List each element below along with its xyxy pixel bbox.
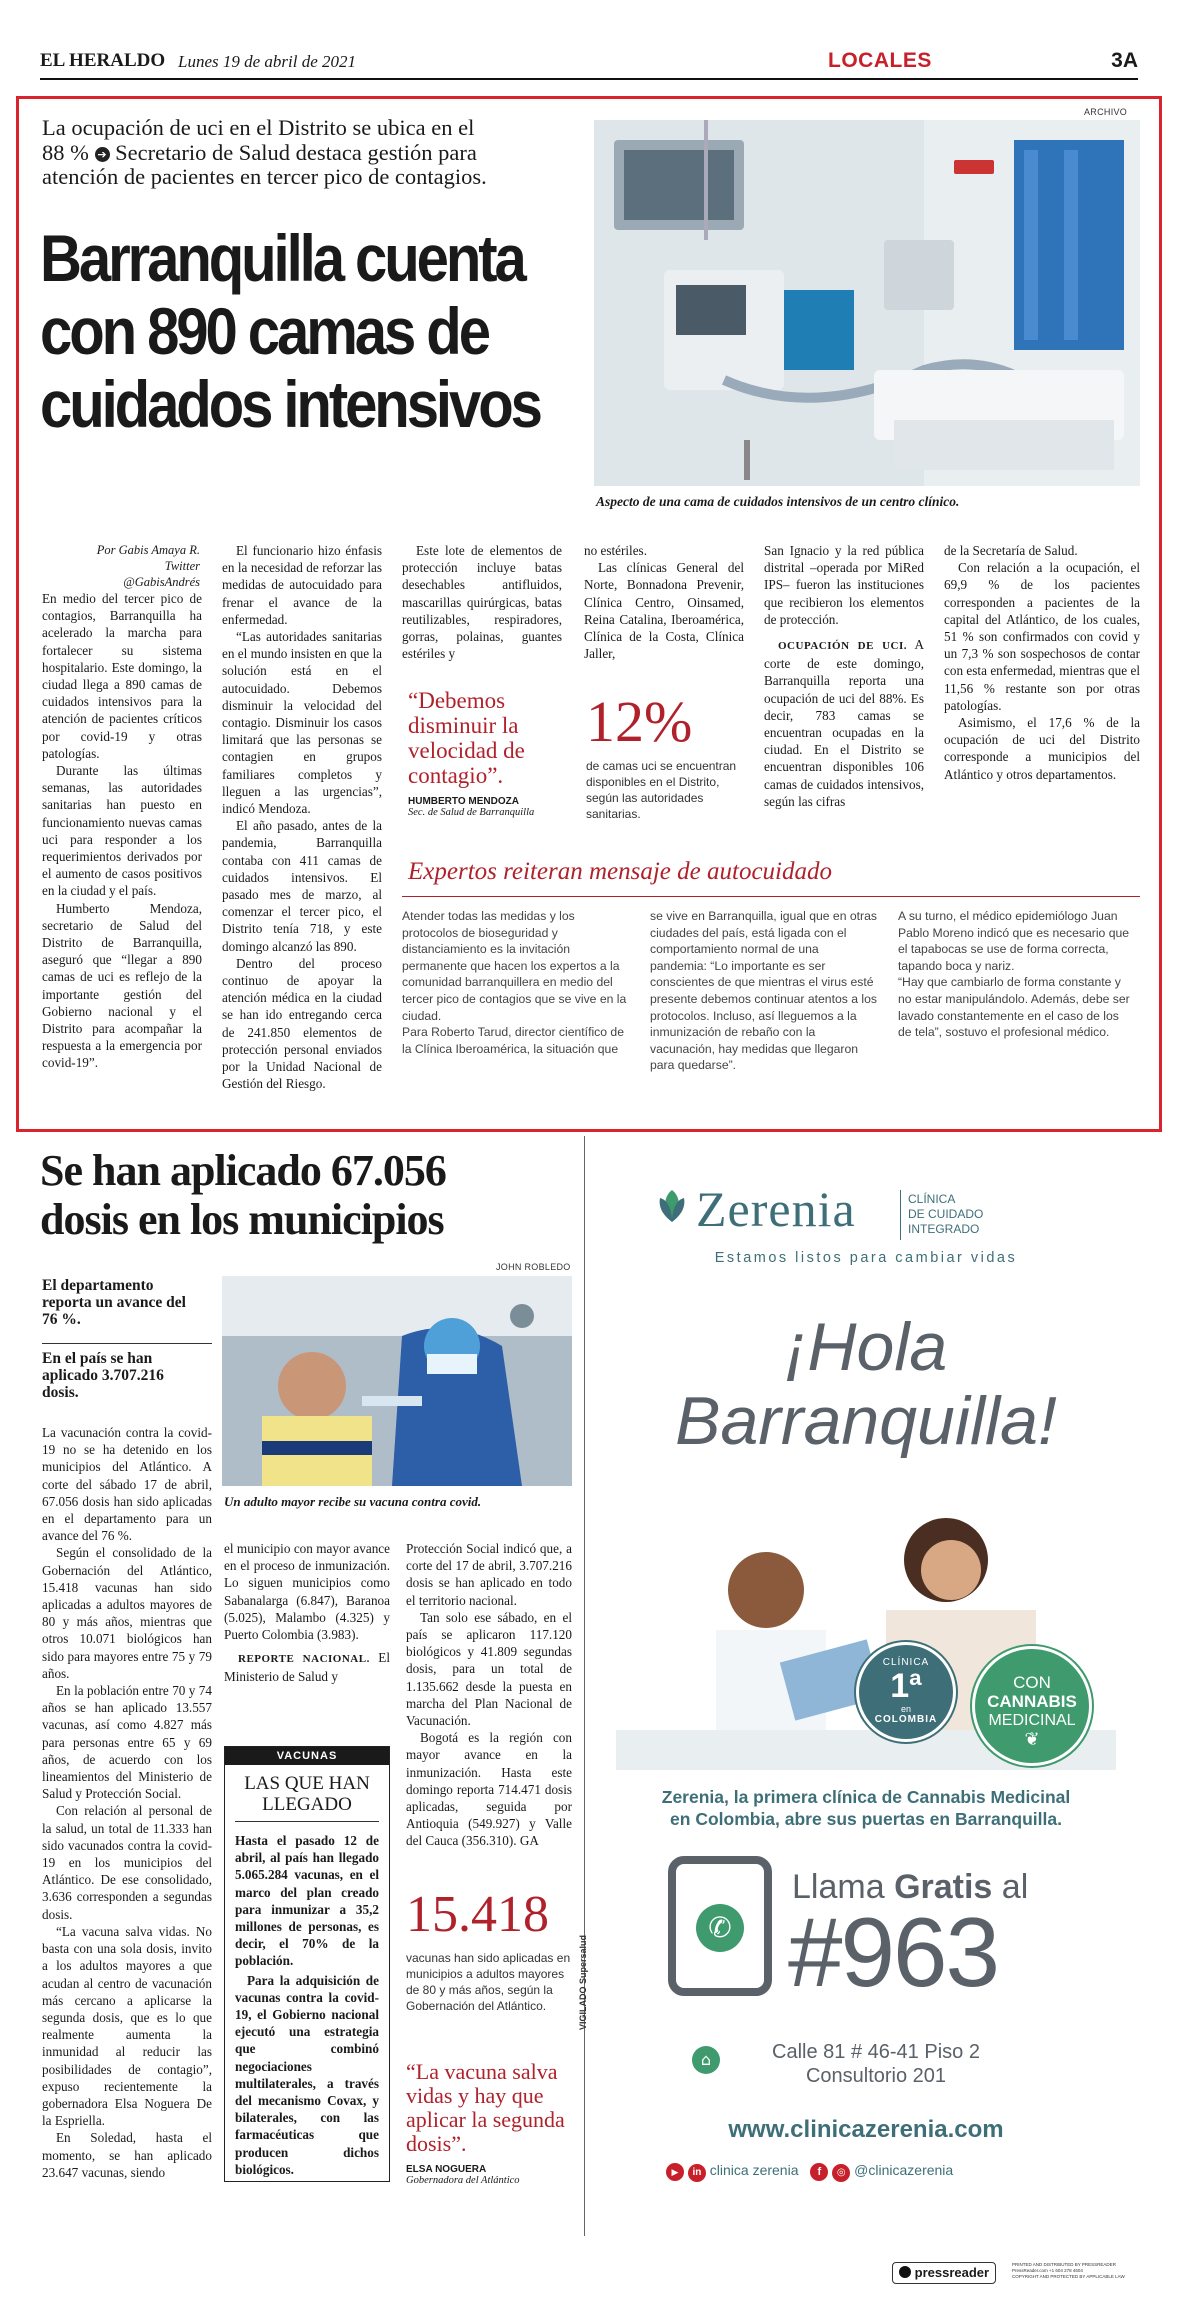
kicker-line-b: 88 % bbox=[42, 139, 89, 165]
paragraph: Tan solo ese sábado, en el país se aplicaron 117.120 biológicos y 41.809 segundas dosis, para un total de 1.135.662 desde la puesta en marcha del Plan Nacional de Vacunación. bbox=[406, 1609, 572, 1729]
deck-2: En el país se han aplicado 3.707.216 dosis. bbox=[42, 1350, 164, 1401]
paragraph: El año pasado, antes de la pandemia, Barranquilla contaba con 411 camas de cuidados intensivos. El pasado mes de marzo, al comenzar el tercer pico, el Distrito tenía 718, y este domingo alcanzó las 890. bbox=[222, 818, 382, 954]
brand-sub-3: INTEGRADO bbox=[908, 1222, 980, 1236]
photo-caption: Un adulto mayor recibe su vacuna contra covid. bbox=[224, 1494, 482, 1509]
paragraph: Humberto Mendoza, secretario de Salud del Distrito de Barranquilla, aseguró que “llegar a 890 camas de uci es reflejo de la importante gestión del Gobierno nacional y el Distrito para acompañar la respuesta a la emergencia por covid-19”. bbox=[42, 900, 202, 1071]
stat-description: de camas uci se encuentran disponibles en el Distrito, según las autoridades sanitarias. bbox=[586, 759, 737, 821]
pressreader-notes bbox=[1012, 2262, 1125, 2280]
header-rule bbox=[40, 78, 1138, 80]
paragraph: En Soledad, hasta el momento, se han aplicado 23.647 vacunas, siendo bbox=[42, 2130, 212, 2180]
phone-icon bbox=[668, 1856, 772, 1996]
facebook-icon: f bbox=[810, 2163, 828, 2181]
paragraph: Este lote de elementos de protección incluye batas desechables antifluidos, mascarillas quirúrgicas, batas reutilizables, respiradores, gorras, polainas, guantes estériles y bbox=[402, 543, 562, 662]
phone-number: #963 bbox=[788, 1897, 999, 2007]
photo-credit: ARCHIVO bbox=[1084, 107, 1128, 117]
brand-sub bbox=[908, 1192, 983, 1237]
byline-twitter: Twitter @GabisAndrés bbox=[123, 559, 200, 589]
photo-credit: JOHN ROBLEDO bbox=[496, 1262, 571, 1272]
pressreader-brand: pressreader bbox=[914, 2265, 990, 2280]
headline-line-1: Se han aplicado 67.056 bbox=[40, 1146, 446, 1195]
story1-column-2 bbox=[222, 542, 382, 1093]
paragraph: El funcionario hizo énfasis en la necesidad de reforzar las medidas de autocuidado para frenar el avance de la enfermedad. bbox=[222, 543, 382, 627]
paragraph: el municipio con mayor avance en el proceso de inmunización. Lo siguen municipios como Sabanalarga (6.847), Baranoa (5.025), Malambo (4.325) y Puerto Colombia (3.983). bbox=[224, 1541, 390, 1643]
ad-address bbox=[726, 2040, 1026, 2088]
section-label: OCUPACIÓN DE UCI. bbox=[778, 640, 907, 653]
story2-column-1 bbox=[42, 1424, 212, 2181]
deck-rule bbox=[42, 1343, 212, 1344]
pull-quote bbox=[408, 688, 576, 819]
paragraph: “Las autoridades sanitarias en el mundo insisten en que la solución está en el autocuidado. Debemos disminuir la velocidad del contagio. Disminuir los casos limitará que las personas se contagien en grupos familiares completos y lleguen a las urgencias”, indicó Mendoza. bbox=[222, 629, 382, 817]
issue-date: Lunes 19 de abril de 2021 bbox=[178, 52, 357, 71]
brand-sub-2: DE CUIDADO bbox=[908, 1207, 984, 1221]
quote-text: “La vacuna salva vidas y hay que aplicar la segunda dosis”. bbox=[406, 2059, 565, 2156]
paragraph bbox=[224, 1649, 390, 1685]
paragraph: Con relación al personal de la salud, un total de 11.333 han sido vacunados contra la covid-19 en los municipios del Atlántico. De ese consolidado, 3.636 corresponden a segundas dosis. bbox=[42, 1803, 212, 1922]
brand-sub-1: CLÍNICA bbox=[908, 1192, 956, 1206]
story2-column-3 bbox=[406, 1540, 572, 1850]
badge-top: CLÍNICA bbox=[882, 1657, 930, 1668]
badge-mid: 1ª bbox=[890, 1667, 922, 1705]
paragraph: San Ignacio y la red pública distrital –operada por MiRed IPS– fueron las instituciones que recibieron los elementos de protección. bbox=[764, 543, 924, 627]
badge-en: en bbox=[900, 1704, 911, 1714]
story1-column-3 bbox=[402, 542, 562, 662]
page-header bbox=[40, 48, 1138, 74]
greeting-line-2: Barranquilla! bbox=[675, 1383, 1057, 1459]
kicker-line-c: Secretario de Salud destaca gestión para bbox=[115, 139, 477, 165]
paragraph bbox=[764, 636, 924, 810]
pressreader-logo bbox=[892, 2262, 996, 2284]
ad-url: www.clinicazerenia.com bbox=[728, 2116, 1004, 2143]
quote-name: HUMBERTO MENDOZA bbox=[408, 796, 519, 807]
kicker-line-d: atención de pacientes en tercer pico de contagios. bbox=[42, 164, 487, 189]
paragraph: Según el consolidado de la Gobernación del Atlántico, 15.418 vacunas han sido aplicadas a adultos mayores de 80 y más años, mientras que otros 10.071 biológicos han sido para mayores entre 75 y 79 años. bbox=[42, 1545, 212, 1681]
address-line-1: Calle 81 # 46-41 Piso 2 bbox=[772, 2041, 980, 2063]
section-name: LOCALES bbox=[828, 49, 932, 72]
social-handle-1: clinica zerenia bbox=[709, 2162, 799, 2178]
paragraph: “La vacuna salva vidas. No basta con una sola dosis, invito a los adultos mayores a que acudan al centro de vacunación más cercano a aplicarse la segunda dosis, que es lo que realmente aumenta la inmunidad al reducir las posibilidades de contagio”, expuso recientemente la gobernadora Elsa Noguera De la Espriella. bbox=[42, 1923, 212, 2129]
note-line-1: PRINTED AND DISTRIBUTED BY PRESSREADER bbox=[1012, 2262, 1116, 2267]
cannabis-badge bbox=[972, 1646, 1092, 1766]
paragraph: Asimismo, el 17,6 % de la ocupación de uci del Distrito corresponde a municipios del Atlántico y otros departamentos. bbox=[944, 715, 1140, 782]
stat-description: vacunas han sido aplicadas en municipios a adultos mayores de 80 y más años, según la Gobernación del Atlántico. bbox=[406, 1951, 571, 2013]
paragraph: La vacunación contra la covid-19 no se ha detenido en los municipios del Atlántico. A corte del sábado 17 de abril, 67.056 dosis han sido aplicadas en el departamento para un avance del 76 %. bbox=[42, 1425, 212, 1544]
vaccines-box bbox=[224, 1746, 390, 2182]
newspaper-name: EL HERALDO bbox=[40, 50, 166, 71]
box-title: LAS QUE HAN LLEGADO bbox=[244, 1773, 370, 1815]
paragraph: Con relación a la ocupación, el 69,9 % de los pacientes corresponden a pacientes de la capital del Atlántico, de los cuales, 51 % son confirmados con covid y un 7,3 % son sospechosos de contar con esta enfermedad, mientras que el 11,56 % restante son por otras patologías. bbox=[944, 560, 1140, 713]
ad-description bbox=[596, 1786, 1136, 1830]
pressreader-icon bbox=[899, 2266, 911, 2278]
zerenia-ad bbox=[578, 1150, 1136, 2240]
note-line-2: PressReader.com +1 604 278 4604 bbox=[1012, 2268, 1083, 2273]
pressreader-footer bbox=[892, 2262, 1132, 2284]
badge-line-3: MEDICINAL bbox=[988, 1712, 1076, 1729]
desc-line-1: Zerenia, la primera clínica de Cannabis Medicinal bbox=[661, 1787, 1071, 1807]
call-word-2: Gratis bbox=[894, 1868, 993, 1906]
deck-1: El departamento reporta un avance del 76 %. bbox=[42, 1277, 186, 1328]
quote-text: “Debemos disminuir la velocidad de contagio”. bbox=[408, 688, 525, 788]
sub-column-2: se vive en Barranquilla, igual que en otras ciudades del país, está ligada con el comportamiento normal de una pandemia: “Lo importante es ser conscientes de que mientras el virus esté presente debemos continuar atentos a los protocolos. Incluso, así lleguemos a la inmunización de rebaño con la vacunación, hay medidas que llegaron para quedarse”. bbox=[650, 909, 877, 1073]
page-number: 3A bbox=[1111, 49, 1138, 72]
icu-illustration bbox=[594, 120, 1140, 486]
pull-quote bbox=[406, 2060, 576, 2187]
stat-value: 15.418 bbox=[406, 1886, 549, 1943]
headline-line-2: con 890 camas de bbox=[40, 294, 488, 368]
social-handle-2: @clinicazerenia bbox=[854, 2162, 954, 2178]
paragraph: En medio del tercer pico de contagios, Barranquilla ha acelerado la marcha para fortalecer su sistema hospitalario. Este domingo, la ciudad llega a 890 camas de cuidados intensivos para la atención de pacientes críticos por covid-19 y otras patologías. bbox=[42, 591, 202, 761]
story2-headline bbox=[40, 1146, 580, 1244]
paragraph-text: A corte de este domingo, Barranquilla reporta una ocupación de uci del 88%. Es decir, 783 camas se encuentran ocupadas en la ciudad. En el Distrito se encuentran disponibles 106 camas de cuidados intensivos, según las cifras bbox=[764, 637, 924, 809]
youtube-icon: ▶ bbox=[666, 2163, 684, 2181]
badge-line-1: CON bbox=[1013, 1673, 1051, 1692]
headline-line-2: dosis en los municipios bbox=[40, 1195, 444, 1244]
ad-brand: Zerenia bbox=[696, 1181, 856, 1237]
paragraph-text: El Ministerio de Salud y bbox=[224, 1650, 390, 1685]
story1-column-6 bbox=[944, 542, 1140, 783]
byline-author: Por Gabis Amaya R. bbox=[96, 543, 200, 557]
story2-column-2 bbox=[224, 1540, 390, 1686]
subsection-rule bbox=[402, 896, 1140, 897]
call-word-3: al bbox=[1001, 1868, 1029, 1906]
box-text-1: Hasta el pasado 12 de abril, al país han llegado 5.065.284 vacunas, en el marco del plan creado para inmunizar a 35,2 millones de personas, es decir, el 70% de la población. bbox=[235, 1833, 379, 1969]
kicker-line-a: La ocupación de uci en el Distrito se ubica en el bbox=[42, 115, 475, 140]
address-line-2: Consultorio 201 bbox=[805, 2065, 947, 2087]
story1-column-5 bbox=[764, 542, 924, 810]
stat-block bbox=[406, 1888, 572, 2014]
box-label: VACUNAS bbox=[225, 1747, 389, 1765]
arrow-icon: ➔ bbox=[95, 147, 110, 162]
paragraph: Dentro del proceso continuo de apoyar la atención médica en la ciudad se han ido entregando cerca de 241.850 elementos de protección personal enviados por la Unidad Nacional de Gestión del Riesgo. bbox=[222, 955, 382, 1092]
badge-line-2: CANNABIS bbox=[987, 1692, 1077, 1711]
greeting-line-1: ¡Hola bbox=[784, 1309, 948, 1385]
vaccination-illustration bbox=[222, 1276, 572, 1486]
ad-greeting bbox=[596, 1310, 1136, 1458]
linkedin-icon: in bbox=[688, 2164, 706, 2182]
story1-kicker bbox=[42, 116, 598, 190]
paragraph: En la población entre 70 y 74 años se han aplicado 13.557 vacunas, así como 4.827 más para personas entre 65 y 69 años, de acuerdo con los lineamientos del Ministerio de Salud y Protección Social. bbox=[42, 1683, 212, 1802]
call-icon: ✆ bbox=[696, 1904, 744, 1952]
badge-bottom: COLOMBIA bbox=[874, 1714, 938, 1725]
box-text-2: Para la adquisición de vacunas contra la covid-19, el Gobierno nacional ejecutó una estrategia que combinó negociaciones multilaterales, a través del mecanismo Covax, y bilaterales, con las farmacéuticas que producen dichos biológicos. bbox=[235, 1972, 379, 2177]
quote-role: Gobernadora del Atlántico bbox=[406, 2175, 520, 2186]
paragraph: Durante las últimas semanas, las autoridades sanitarias han puesto en funcionamiento nuevas camas uci para responder a los requerimientos derivados por el aumento de casos positivos en la ciudad y el país. bbox=[42, 763, 202, 899]
stat-block bbox=[586, 689, 746, 822]
ad-tagline: Estamos listos para cambiar vidas bbox=[714, 1250, 1018, 1266]
paragraph: Protección Social indicó que, a corte del 17 de abril, 3.707.216 dosis se han aplicado en todo el territorio nacional. bbox=[406, 1541, 572, 1608]
call-word-1: Llama bbox=[792, 1868, 885, 1906]
zerenia-logo-icon bbox=[652, 1186, 692, 1226]
vaccination-photo bbox=[222, 1276, 572, 1486]
story1-column-1 bbox=[42, 590, 202, 1072]
section-label: REPORTE NACIONAL. bbox=[238, 1653, 370, 1666]
sub-column-1: Atender todas las medidas y los protocolos de bioseguridad y distanciamiento es la invitación permanente que hacen los expertos a la comunidad barranquillera en medio del tercer pico de contagios que se vive en la ciudad. Para Roberto Tarud, director científico de la Clínica Iberoamérica, la situación que bbox=[402, 909, 627, 1056]
desc-line-2: en Colombia, abre sus puertas en Barranquilla. bbox=[670, 1809, 1062, 1829]
brand-divider bbox=[900, 1190, 901, 1240]
story1-headline bbox=[40, 221, 540, 441]
byline bbox=[88, 542, 200, 590]
quote-name: ELSA NOGUERA bbox=[406, 2164, 487, 2175]
sub-column-3: A su turno, el médico epidemiólogo Juan Pablo Moreno indicó que es necesario que el tapabocas se use de forma correcta, tapando boca y nariz. “Hay que cambiarlo de forma constante y no estar manipulándolo. Además, debe ser lavado constantemente en el caso de los de tela”, sostuvo el profesional médico. bbox=[898, 909, 1130, 1040]
story1-column-4 bbox=[584, 542, 744, 662]
column-divider bbox=[584, 1136, 585, 2236]
stat-value: 12% bbox=[586, 689, 693, 754]
subsection-title: Expertos reiteran mensaje de autocuidado bbox=[408, 858, 832, 885]
icu-bed-photo bbox=[594, 120, 1140, 486]
instagram-icon: ◎ bbox=[832, 2164, 850, 2182]
paragraph: no estériles. bbox=[584, 543, 647, 558]
paragraph: Bogotá es la región con mayor avance en la inmunización. Hasta este domingo reporta 714.471 dosis aplicadas, seguida por Antioquia (549.927) y Valle del Cauca (356.310). GA bbox=[406, 1730, 572, 1849]
paragraph: de la Secretaría de Salud. bbox=[944, 543, 1078, 558]
note-line-3: COPYRIGHT AND PROTECTED BY APPLICABLE LAW bbox=[1012, 2274, 1125, 2279]
vigilado-mark: VIGILADO Supersalud bbox=[578, 1934, 588, 2030]
ad-social bbox=[666, 2162, 1086, 2182]
first-clinic-badge bbox=[856, 1642, 956, 1742]
headline-line-1: Barranquilla cuenta bbox=[40, 221, 524, 295]
photo-caption: Aspecto de una cama de cuidados intensivos de un centro clínico. bbox=[596, 494, 960, 509]
quote-role: Sec. de Salud de Barranquilla bbox=[408, 807, 535, 818]
headline-line-3: cuidados intensivos bbox=[40, 367, 540, 441]
leaf-icon: ❦ bbox=[1024, 1729, 1040, 1749]
paragraph: Las clínicas General del Norte, Bonnadona Prevenir, Clínica Centro, Oinsamed, Reina Catalina, Iberoamérica, Clínica de la Costa, Clínica Jaller, bbox=[584, 560, 744, 662]
location-icon: ⌂ bbox=[692, 2046, 720, 2074]
